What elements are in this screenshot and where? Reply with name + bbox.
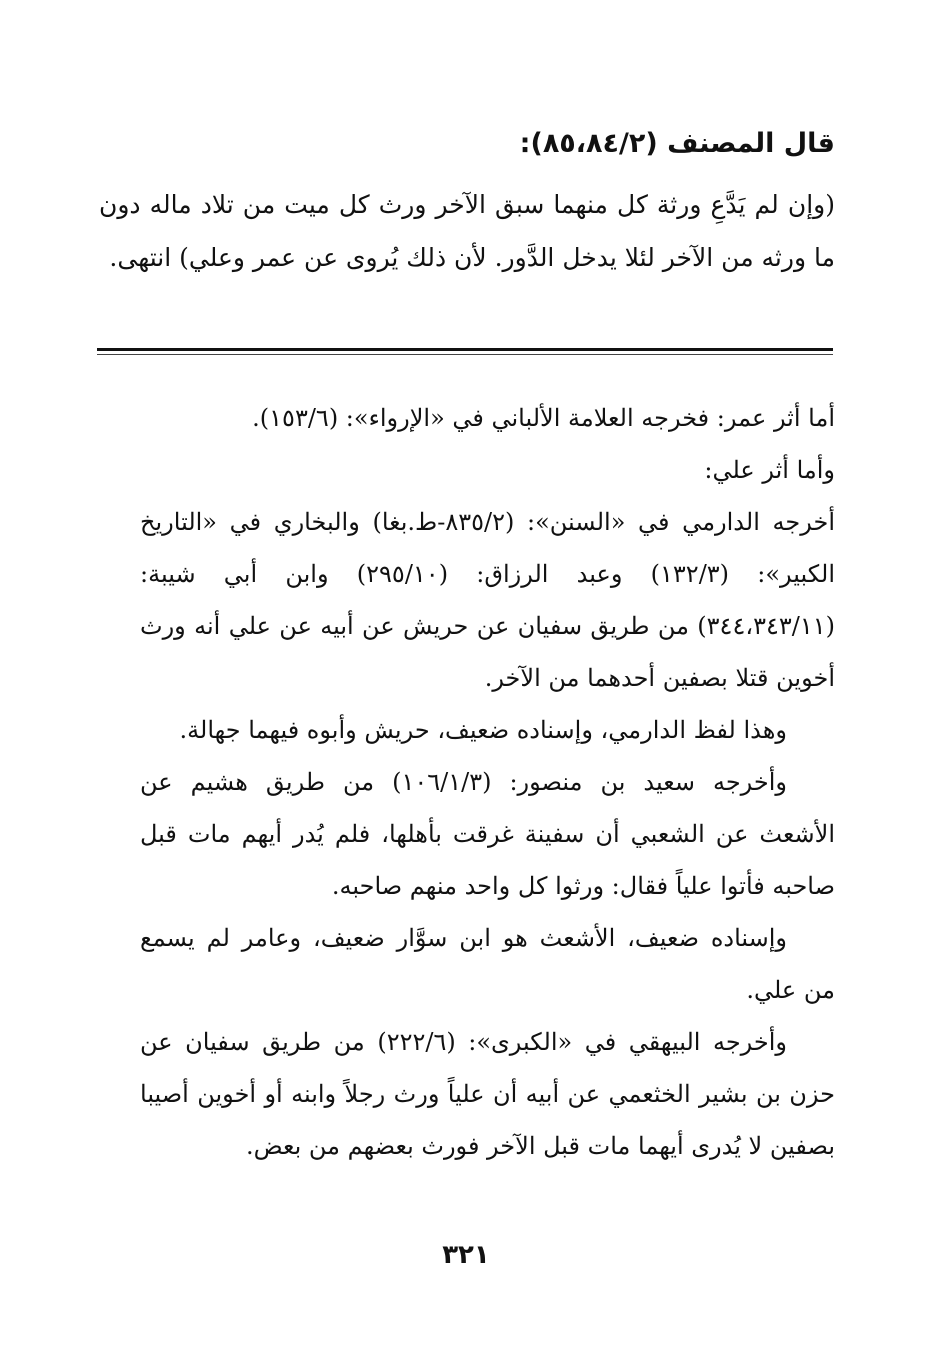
commentary-body: [140, 392, 835, 1172]
paragraph-darimi: أخرجه الدارمي في «السنن»: (٨٣٥/٢-ط.بغا) والبخاري في «التاريخ الكبير»: (١٣٢/٣) وعبد الرزاق: (٢٩٥/١٠) وابن أبي شيبة: (٣٤٤،٣٤٣/١١) من طريق سفيان عن حريش عن أبيه عن علي أنه ورث أخوين قتلا بصفين أحدهما من الآخر.: [140, 508, 836, 692]
separator-rule-thin: [97, 354, 833, 355]
section-heading: قال المصنف (٨٥،٨٤/٢):: [519, 128, 835, 159]
paragraph-bayhaqi: وأخرجه البيهقي في «الكبرى»: (٢٢٢/٦) من طريق سفيان عن حزن بن بشير الخثعمي عن أبيه أن علياً ورث رجلاً وابنه أو أخوين أصيبا بصفين لا يُدرى أيهما مات قبل الآخر فورث بعضهم من بعض.: [140, 1028, 835, 1160]
paragraph-darimi-grading: وهذا لفظ الدارمي، وإسناده ضعيف، حريش وأبوه فيهما جهالة.: [179, 716, 787, 744]
quoted-text: (وإن لم يَدَّعِ ورثة كل منهما سبق الآخر ورث كل ميت من تلاد ماله دون ما ورثه من الآخر لئلا يدخل الدَّور. لأن ذلك يُروى عن عمر وعلي) انتهى.: [99, 190, 835, 272]
paragraph-ashath-grading: وإسناده ضعيف، الأشعث هو ابن سوَّار ضعيف، وعامر لم يسمع من علي.: [140, 924, 835, 1004]
paragraph-athar-umar: أما أثر عمر: فخرجه العلامة الألباني في «الإرواء»: (١٥٣/٦).: [252, 404, 835, 432]
paragraph-athar-ali-intro: وأما أثر علي:: [704, 456, 835, 484]
paragraph-saeed-bin-mansur: وأخرجه سعيد بن منصور: (١٠٦/١/٣) من طريق هشيم عن الأشعث عن الشعبي أن سفينة غرقت بأهلها، فلم يُدر أيهم مات قبل صاحبه فأتوا علياً فقال: ورثوا كل واحد منهم صاحبه.: [140, 768, 835, 900]
page-number: ٣٢١: [442, 1240, 490, 1270]
separator-rule: [97, 348, 833, 351]
